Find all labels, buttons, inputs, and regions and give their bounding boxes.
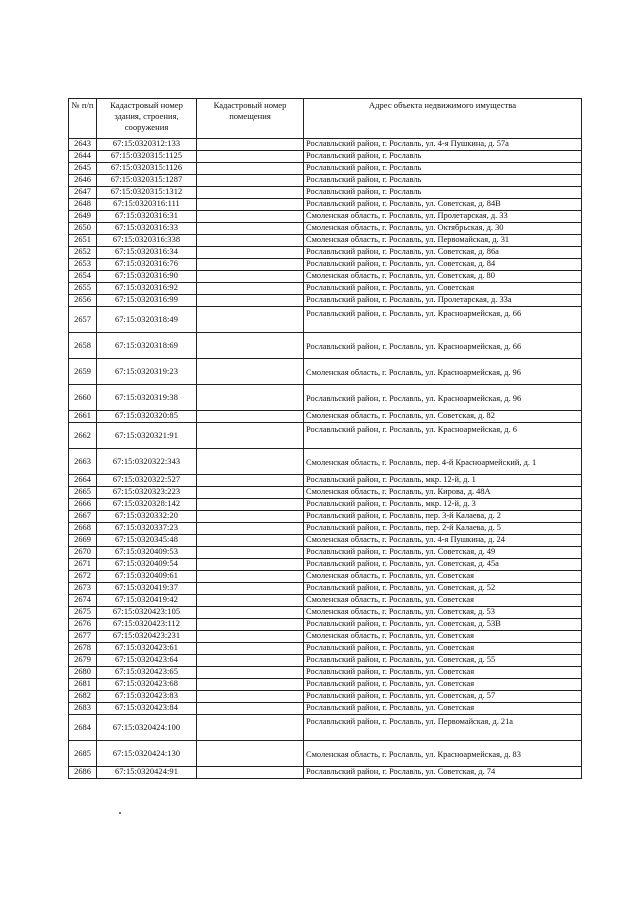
row-number: 2647: [69, 187, 97, 199]
premises-cadastre-number: [197, 359, 304, 385]
row-number: 2683: [69, 703, 97, 715]
row-number: 2655: [69, 283, 97, 295]
premises-cadastre-number: [197, 679, 304, 691]
premises-cadastre-number: [197, 511, 304, 523]
property-address: Рославльский район, г. Рославль, ул. Советская, д. 74: [304, 767, 582, 779]
premises-cadastre-number: [197, 767, 304, 779]
row-number: 2644: [69, 151, 97, 163]
building-cadastre-number: 67:15:0320322:527: [97, 475, 197, 487]
premises-cadastre-number: [197, 423, 304, 449]
table-row: [69, 139, 582, 151]
premises-cadastre-number: [197, 449, 304, 475]
property-address: Рославльский район, г. Рославль, ул. Советская, д. 55: [304, 655, 582, 667]
building-cadastre-number: 67:15:0320315:1312: [97, 187, 197, 199]
building-cadastre-number: 67:15:0320316:33: [97, 223, 197, 235]
premises-cadastre-number: [197, 655, 304, 667]
property-address: Рославльский район, г. Рославль, ул. Советская, д. 53В: [304, 619, 582, 631]
premises-cadastre-number: [197, 619, 304, 631]
building-cadastre-number: 67:15:0320419:42: [97, 595, 197, 607]
property-address: Рославльский район, г. Рославль: [304, 151, 582, 163]
table-row: [69, 547, 582, 559]
property-address: Рославльский район, г. Рославль, мкр. 12-й, д. 1: [304, 475, 582, 487]
property-address: Смоленская область, г. Рославль, пер. 4-й Красноармейский, д. 1: [304, 449, 582, 475]
row-number: 2652: [69, 247, 97, 259]
row-number: 2685: [69, 741, 97, 767]
premises-cadastre-number: [197, 523, 304, 535]
premises-cadastre-number: [197, 571, 304, 583]
header-building-cadastre: Кадастровый номер здания, строения, сооружения: [97, 99, 197, 139]
premises-cadastre-number: [197, 487, 304, 499]
premises-cadastre-number: [197, 187, 304, 199]
building-cadastre-number: 67:15:0320319:23: [97, 359, 197, 385]
property-address: Рославльский район, г. Рославль, ул. Пролетарская, д. 33а: [304, 295, 582, 307]
table-row: [69, 559, 582, 571]
building-cadastre-number: 67:15:0320423:84: [97, 703, 197, 715]
table-row: [69, 449, 582, 475]
premises-cadastre-number: [197, 295, 304, 307]
row-number: 2659: [69, 359, 97, 385]
building-cadastre-number: 67:15:0320328:142: [97, 499, 197, 511]
table-row: [69, 223, 582, 235]
table-row: [69, 535, 582, 547]
building-cadastre-number: 67:15:0320423:231: [97, 631, 197, 643]
premises-cadastre-number: [197, 307, 304, 333]
table-row: [69, 333, 582, 359]
premises-cadastre-number: [197, 235, 304, 247]
building-cadastre-number: 67:15:0320316:338: [97, 235, 197, 247]
premises-cadastre-number: [197, 643, 304, 655]
table-row: [69, 487, 582, 499]
building-cadastre-number: 67:15:0320315:1125: [97, 151, 197, 163]
row-number: 2657: [69, 307, 97, 333]
property-address: Рославльский район, г. Рославль, ул. Советская, д. 57: [304, 691, 582, 703]
table-row: [69, 595, 582, 607]
row-number: 2681: [69, 679, 97, 691]
table-row: [69, 741, 582, 767]
property-address: Рославльский район, г. Рославль: [304, 163, 582, 175]
property-address: Рославльский район, г. Рославль, ул. Советская, д. 45а: [304, 559, 582, 571]
table-row: [69, 411, 582, 423]
row-number: 2649: [69, 211, 97, 223]
table-row: [69, 619, 582, 631]
scan-speck: [119, 812, 121, 814]
row-number: 2665: [69, 487, 97, 499]
table-row: [69, 667, 582, 679]
property-address: Рославльский район, г. Рославль: [304, 175, 582, 187]
premises-cadastre-number: [197, 703, 304, 715]
property-address: Рославльский район, г. Рославль, пер. 3-й Калаева, д. 2: [304, 511, 582, 523]
table-row: [69, 359, 582, 385]
row-number: 2666: [69, 499, 97, 511]
property-address: Рославльский район, г. Рославль, мкр. 12-й, д. 3: [304, 499, 582, 511]
property-address: Смоленская область, г. Рославль, ул. Советская, д. 53: [304, 607, 582, 619]
row-number: 2684: [69, 715, 97, 741]
building-cadastre-number: 67:15:0320423:65: [97, 667, 197, 679]
building-cadastre-number: 67:15:0320419:37: [97, 583, 197, 595]
building-cadastre-number: 67:15:0320312:133: [97, 139, 197, 151]
building-cadastre-number: 67:15:0320318:69: [97, 333, 197, 359]
property-address: Смоленская область, г. Рославль, ул. Кирова, д. 48А: [304, 487, 582, 499]
row-number: 2675: [69, 607, 97, 619]
row-number: 2674: [69, 595, 97, 607]
property-address: Рославльский район, г. Рославль, пер. 2-й Калаева, д. 5: [304, 523, 582, 535]
building-cadastre-number: 67:15:0320316:34: [97, 247, 197, 259]
row-number: 2682: [69, 691, 97, 703]
row-number: 2667: [69, 511, 97, 523]
table-row: [69, 571, 582, 583]
property-address: Рославльский район, г. Рославль: [304, 187, 582, 199]
premises-cadastre-number: [197, 283, 304, 295]
table-row: [69, 583, 582, 595]
table-row: [69, 307, 582, 333]
property-address: Смоленская область, г. Рославль, ул. Советская: [304, 631, 582, 643]
table-row: [69, 511, 582, 523]
row-number: 2646: [69, 175, 97, 187]
property-address: Рославльский район, г. Рославль, ул. Первомайская, д. 21а: [304, 715, 582, 741]
premises-cadastre-number: [197, 139, 304, 151]
building-cadastre-number: 67:15:0320409:61: [97, 571, 197, 583]
table-row: [69, 283, 582, 295]
property-address: Смоленская область, г. Рославль, ул. Советская: [304, 571, 582, 583]
building-cadastre-number: 67:15:0320423:83: [97, 691, 197, 703]
table-row: [69, 607, 582, 619]
premises-cadastre-number: [197, 247, 304, 259]
building-cadastre-number: 67:15:0320424:100: [97, 715, 197, 741]
row-number: 2650: [69, 223, 97, 235]
premises-cadastre-number: [197, 595, 304, 607]
row-number: 2656: [69, 295, 97, 307]
row-number: 2651: [69, 235, 97, 247]
property-address: Рославльский район, г. Рославль, ул. Советская: [304, 283, 582, 295]
property-address: Смоленская область, г. Рославль, ул. Первомайская, д. 31: [304, 235, 582, 247]
building-cadastre-number: 67:15:0320316:31: [97, 211, 197, 223]
property-address: Рославльский район, г. Рославль, ул. Красноармейская, д. 6: [304, 423, 582, 449]
property-address: Смоленская область, г. Рославль, ул. Красноармейская, д. 96: [304, 359, 582, 385]
property-address: Смоленская область, г. Рославль, ул. Советская, д. 82: [304, 411, 582, 423]
property-address: Рославльский район, г. Рославль, ул. Советская, д. 84: [304, 259, 582, 271]
row-number: 2661: [69, 411, 97, 423]
row-number: 2677: [69, 631, 97, 643]
premises-cadastre-number: [197, 715, 304, 741]
property-address: Рославльский район, г. Рославль, ул. Советская: [304, 703, 582, 715]
premises-cadastre-number: [197, 223, 304, 235]
premises-cadastre-number: [197, 667, 304, 679]
property-address: Рославльский район, г. Рославль, ул. Советская, д. 86а: [304, 247, 582, 259]
row-number: 2663: [69, 449, 97, 475]
building-cadastre-number: 67:15:0320319:38: [97, 385, 197, 411]
building-cadastre-number: 67:15:0320318:49: [97, 307, 197, 333]
premises-cadastre-number: [197, 535, 304, 547]
premises-cadastre-number: [197, 259, 304, 271]
premises-cadastre-number: [197, 271, 304, 283]
building-cadastre-number: 67:15:0320409:54: [97, 559, 197, 571]
table-row: [69, 767, 582, 779]
table-row: [69, 655, 582, 667]
building-cadastre-number: 67:15:0320337:23: [97, 523, 197, 535]
premises-cadastre-number: [197, 691, 304, 703]
header-num: № п/п: [69, 99, 97, 139]
property-address: Рославльский район, г. Рославль, ул. Красноармейская, д. 66: [304, 333, 582, 359]
building-cadastre-number: 67:15:0320315:1126: [97, 163, 197, 175]
row-number: 2653: [69, 259, 97, 271]
row-number: 2680: [69, 667, 97, 679]
table-row: [69, 163, 582, 175]
table-row: [69, 643, 582, 655]
premises-cadastre-number: [197, 607, 304, 619]
building-cadastre-number: 67:15:0320332:20: [97, 511, 197, 523]
table-header-row: [69, 99, 582, 139]
premises-cadastre-number: [197, 211, 304, 223]
premises-cadastre-number: [197, 333, 304, 359]
table-row: [69, 631, 582, 643]
property-address: Рославльский район, г. Рославль, ул. Советская, д. 84В: [304, 199, 582, 211]
row-number: 2660: [69, 385, 97, 411]
row-number: 2662: [69, 423, 97, 449]
premises-cadastre-number: [197, 151, 304, 163]
table-row: [69, 235, 582, 247]
property-address: Рославльский район, г. Рославль, ул. Советская, д. 52: [304, 583, 582, 595]
row-number: 2686: [69, 767, 97, 779]
property-address: Смоленская область, г. Рославль, ул. Пролетарская, д. 33: [304, 211, 582, 223]
property-address: Смоленская область, г. Рославль, ул. Советская: [304, 595, 582, 607]
table-row: [69, 199, 582, 211]
building-cadastre-number: 67:15:0320316:90: [97, 271, 197, 283]
property-address: Рославльский район, г. Рославль, ул. Красноармейская, д. 96: [304, 385, 582, 411]
premises-cadastre-number: [197, 499, 304, 511]
table-row: [69, 259, 582, 271]
building-cadastre-number: 67:15:0320345:48: [97, 535, 197, 547]
row-number: 2654: [69, 271, 97, 283]
premises-cadastre-number: [197, 475, 304, 487]
property-address: Рославльский район, г. Рославль, ул. Советская, д. 49: [304, 547, 582, 559]
building-cadastre-number: 67:15:0320316:111: [97, 199, 197, 211]
table-row: [69, 679, 582, 691]
property-address: Рославльский район, г. Рославль, ул. Советская: [304, 667, 582, 679]
row-number: 2664: [69, 475, 97, 487]
building-cadastre-number: 67:15:0320315:1287: [97, 175, 197, 187]
table-row: [69, 475, 582, 487]
building-cadastre-number: 67:15:0320423:68: [97, 679, 197, 691]
building-cadastre-number: 67:15:0320423:105: [97, 607, 197, 619]
premises-cadastre-number: [197, 741, 304, 767]
property-address: Рославльский район, г. Рославль, ул. Красноармейская, д. 66: [304, 307, 582, 333]
table-row: [69, 271, 582, 283]
premises-cadastre-number: [197, 631, 304, 643]
premises-cadastre-number: [197, 547, 304, 559]
table-row: [69, 703, 582, 715]
building-cadastre-number: 67:15:0320316:76: [97, 259, 197, 271]
property-address: Смоленская область, г. Рославль, ул. 4-я Пушкина, д. 24: [304, 535, 582, 547]
premises-cadastre-number: [197, 411, 304, 423]
premises-cadastre-number: [197, 175, 304, 187]
table-row: [69, 175, 582, 187]
row-number: 2679: [69, 655, 97, 667]
row-number: 2676: [69, 619, 97, 631]
row-number: 2678: [69, 643, 97, 655]
building-cadastre-number: 67:15:0320409:53: [97, 547, 197, 559]
premises-cadastre-number: [197, 559, 304, 571]
row-number: 2643: [69, 139, 97, 151]
table-row: [69, 423, 582, 449]
table-row: [69, 523, 582, 535]
header-address: Адрес объекта недвижимого имущества: [304, 99, 582, 139]
row-number: 2671: [69, 559, 97, 571]
table-row: [69, 211, 582, 223]
premises-cadastre-number: [197, 385, 304, 411]
building-cadastre-number: 67:15:0320320:85: [97, 411, 197, 423]
building-cadastre-number: 67:15:0320316:92: [97, 283, 197, 295]
table-row: [69, 691, 582, 703]
table-row: [69, 295, 582, 307]
property-address: Рославльский район, г. Рославль, ул. Советская: [304, 679, 582, 691]
building-cadastre-number: 67:15:0320321:91: [97, 423, 197, 449]
table-row: [69, 385, 582, 411]
row-number: 2668: [69, 523, 97, 535]
premises-cadastre-number: [197, 163, 304, 175]
property-register-table: [68, 98, 582, 779]
row-number: 2645: [69, 163, 97, 175]
header-premises-cadastre: Кадастровый номер помещения: [197, 99, 304, 139]
building-cadastre-number: 67:15:0320323:223: [97, 487, 197, 499]
building-cadastre-number: 67:15:0320316:99: [97, 295, 197, 307]
table-body: [69, 139, 582, 779]
table-row: [69, 151, 582, 163]
building-cadastre-number: 67:15:0320423:61: [97, 643, 197, 655]
premises-cadastre-number: [197, 199, 304, 211]
building-cadastre-number: 67:15:0320424:130: [97, 741, 197, 767]
property-address: Смоленская область, г. Рославль, ул. Красноармейская, д. 83: [304, 741, 582, 767]
table-row: [69, 715, 582, 741]
premises-cadastre-number: [197, 583, 304, 595]
property-address: Рославльский район, г. Рославль, ул. Советская: [304, 643, 582, 655]
table-row: [69, 247, 582, 259]
row-number: 2670: [69, 547, 97, 559]
row-number: 2658: [69, 333, 97, 359]
table-row: [69, 187, 582, 199]
property-address: Рославльский район, г. Рославль, ул. 4-я Пушкина, д. 57а: [304, 139, 582, 151]
building-cadastre-number: 67:15:0320322:343: [97, 449, 197, 475]
property-address: Смоленская область, г. Рославль, ул. Октябрьская, д. 30: [304, 223, 582, 235]
row-number: 2672: [69, 571, 97, 583]
row-number: 2673: [69, 583, 97, 595]
row-number: 2648: [69, 199, 97, 211]
row-number: 2669: [69, 535, 97, 547]
building-cadastre-number: 67:15:0320424:91: [97, 767, 197, 779]
property-address: Смоленская область, г. Рославль, ул. Советская, д. 80: [304, 271, 582, 283]
table-row: [69, 499, 582, 511]
building-cadastre-number: 67:15:0320423:112: [97, 619, 197, 631]
building-cadastre-number: 67:15:0320423:64: [97, 655, 197, 667]
